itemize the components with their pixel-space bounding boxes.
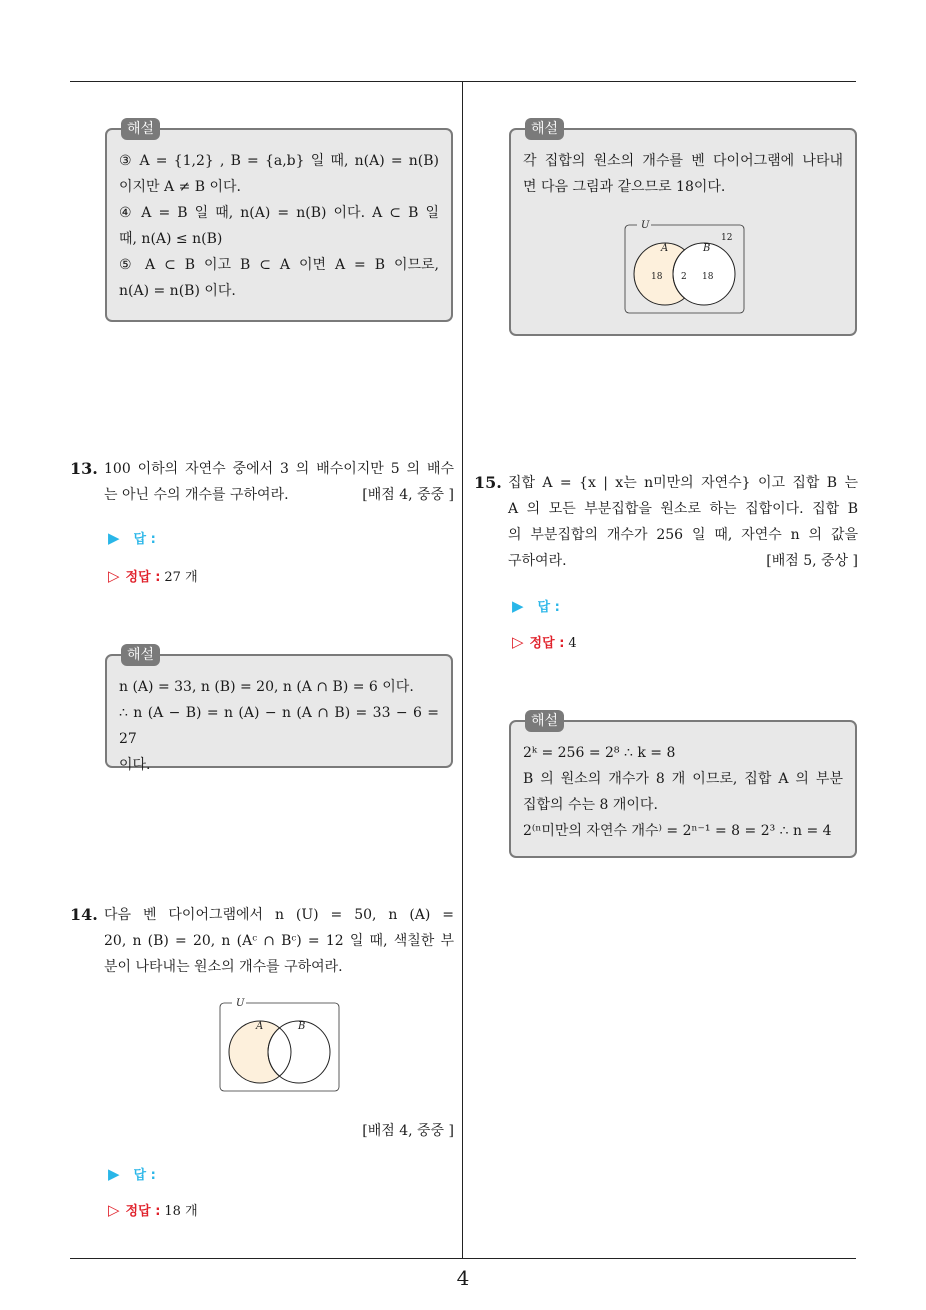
explanation-tag: 해설	[121, 118, 160, 140]
correct-value: 18 개	[164, 1204, 198, 1219]
venn-a-only-count: 18	[651, 272, 663, 282]
venn-label-a: A	[256, 1021, 264, 1032]
venn-both-count: 2	[681, 272, 687, 282]
outline-triangle-icon: ▷	[108, 1201, 120, 1219]
answer-field[interactable]	[512, 596, 560, 615]
explanation-box-12	[105, 121, 453, 322]
question-text: 는 아닌 수의 개수를 구하여라.	[104, 487, 289, 503]
question-text: 100 이하의 자연수 중에서 3 의 배수이지만 5 의 배수	[104, 461, 454, 477]
question-15	[474, 470, 858, 580]
explanation-line: 때, n(A) ≤ n(B)	[119, 231, 223, 247]
score-label: [배점 4, 중중 ]	[362, 487, 454, 503]
explanation-line: ⑤ A ⊂ B 이고 B ⊂ A 이면 A = B 이므로,	[119, 257, 439, 273]
answer-label: 답 :	[133, 532, 156, 547]
question-text: 의 부분집합의 개수가 256 일 때, 자연수 n 의 값을	[508, 527, 858, 543]
question-text: 집합 A = {x | x는 n미만의 자연수} 이고 집합 B 는	[508, 475, 858, 491]
question-text: 분이 나타내는 원소의 개수를 구하여라.	[104, 959, 343, 975]
answer-field[interactable]	[108, 528, 156, 547]
explanation-line: 이다.	[119, 757, 151, 773]
explanation-box-13	[105, 647, 453, 773]
explanation-line: n(A) = n(B) 이다.	[119, 283, 236, 299]
footer-rule	[70, 1258, 856, 1259]
question-text: A 의 모든 부분집합을 원소로 하는 집합이다. 집합 B	[508, 501, 858, 517]
outline-triangle-icon: ▷	[512, 633, 524, 651]
venn-diagram-solution	[623, 218, 747, 316]
explanation-box-15	[509, 713, 857, 858]
explanation-line: ∴ n (A − B) = n (A) − n (A ∩ B) = 33 − 6 = 27	[119, 705, 439, 747]
correct-label: 정답 :	[125, 570, 161, 585]
explanation-line: 집합의 수는 8 개이다.	[523, 797, 658, 813]
score-line-14	[70, 1118, 454, 1144]
score-label: [배점 5, 중상 ]	[766, 553, 858, 569]
question-number: 14.	[70, 905, 98, 924]
explanation-line: 2⁽ⁿ미만의 자연수 개수⁾ = 2ⁿ⁻¹ = 8 = 2³ ∴ n = 4	[523, 823, 832, 839]
play-triangle-icon: ▶	[512, 597, 524, 615]
explanation-line: 이지만 A ≠ B 이다.	[119, 179, 241, 195]
question-number: 15.	[474, 473, 502, 492]
outline-triangle-icon: ▷	[108, 567, 120, 585]
explanation-tag: 해설	[525, 118, 564, 140]
score-label: [배점 4, 중중 ]	[362, 1123, 454, 1139]
question-text: 구하여라.	[508, 553, 567, 569]
column-divider	[462, 82, 463, 1258]
explanation-line: B 의 원소의 개수가 8 개 이므로, 집합 A 의 부분	[523, 771, 843, 787]
venn-label-u: U	[641, 220, 650, 231]
explanation-tag: 해설	[525, 710, 564, 732]
explanation-line: ③ A = {1,2} , B = {a,b} 일 때, n(A) = n(B)	[119, 153, 439, 169]
question-text: 다음 벤 다이어그램에서 n (U) = 50, n (A) =	[104, 907, 454, 923]
venn-label-a: A	[661, 243, 669, 254]
correct-answer	[108, 566, 198, 585]
correct-answer	[108, 1200, 198, 1219]
explanation-line: 면 다음 그림과 같으므로 18이다.	[523, 179, 726, 195]
explanation-tag: 해설	[121, 644, 160, 666]
explanation-line: n (A) = 33, n (B) = 20, n (A ∩ B) = 6 이다.	[119, 679, 414, 695]
page-number: 4	[456, 1266, 470, 1290]
explanation-box-14	[509, 121, 857, 336]
venn-outside-count: 12	[721, 233, 733, 243]
correct-label: 정답 :	[125, 1204, 161, 1219]
answer-field[interactable]	[108, 1164, 156, 1183]
venn-label-b: B	[703, 243, 711, 254]
venn-label-u: U	[236, 998, 245, 1009]
answer-label: 답 :	[537, 600, 560, 615]
correct-answer	[512, 632, 577, 651]
answer-label: 답 :	[133, 1168, 156, 1183]
venn-b-only-count: 18	[702, 272, 714, 282]
explanation-line: 2ᵏ = 256 = 2⁸ ∴ k = 8	[523, 745, 676, 761]
question-13	[70, 456, 454, 516]
header-rule	[70, 81, 856, 82]
venn-diagram-q14	[218, 996, 342, 1094]
venn-label-b: B	[298, 1021, 306, 1032]
correct-value: 4	[568, 636, 577, 651]
question-number: 13.	[70, 459, 98, 478]
play-triangle-icon: ▶	[108, 529, 120, 547]
correct-value: 27 개	[164, 570, 198, 585]
question-text: 20, n (B) = 20, n (Aᶜ ∩ Bᶜ) = 12 일 때, 색칠한 부	[104, 933, 454, 949]
explanation-line: ④ A = B 일 때, n(A) = n(B) 이다. A ⊂ B 일	[119, 205, 439, 221]
explanation-line: 각 집합의 원소의 개수를 벤 다이어그램에 나타내	[523, 153, 843, 169]
question-14	[70, 902, 454, 982]
correct-label: 정답 :	[529, 636, 565, 651]
play-triangle-icon: ▶	[108, 1165, 120, 1183]
